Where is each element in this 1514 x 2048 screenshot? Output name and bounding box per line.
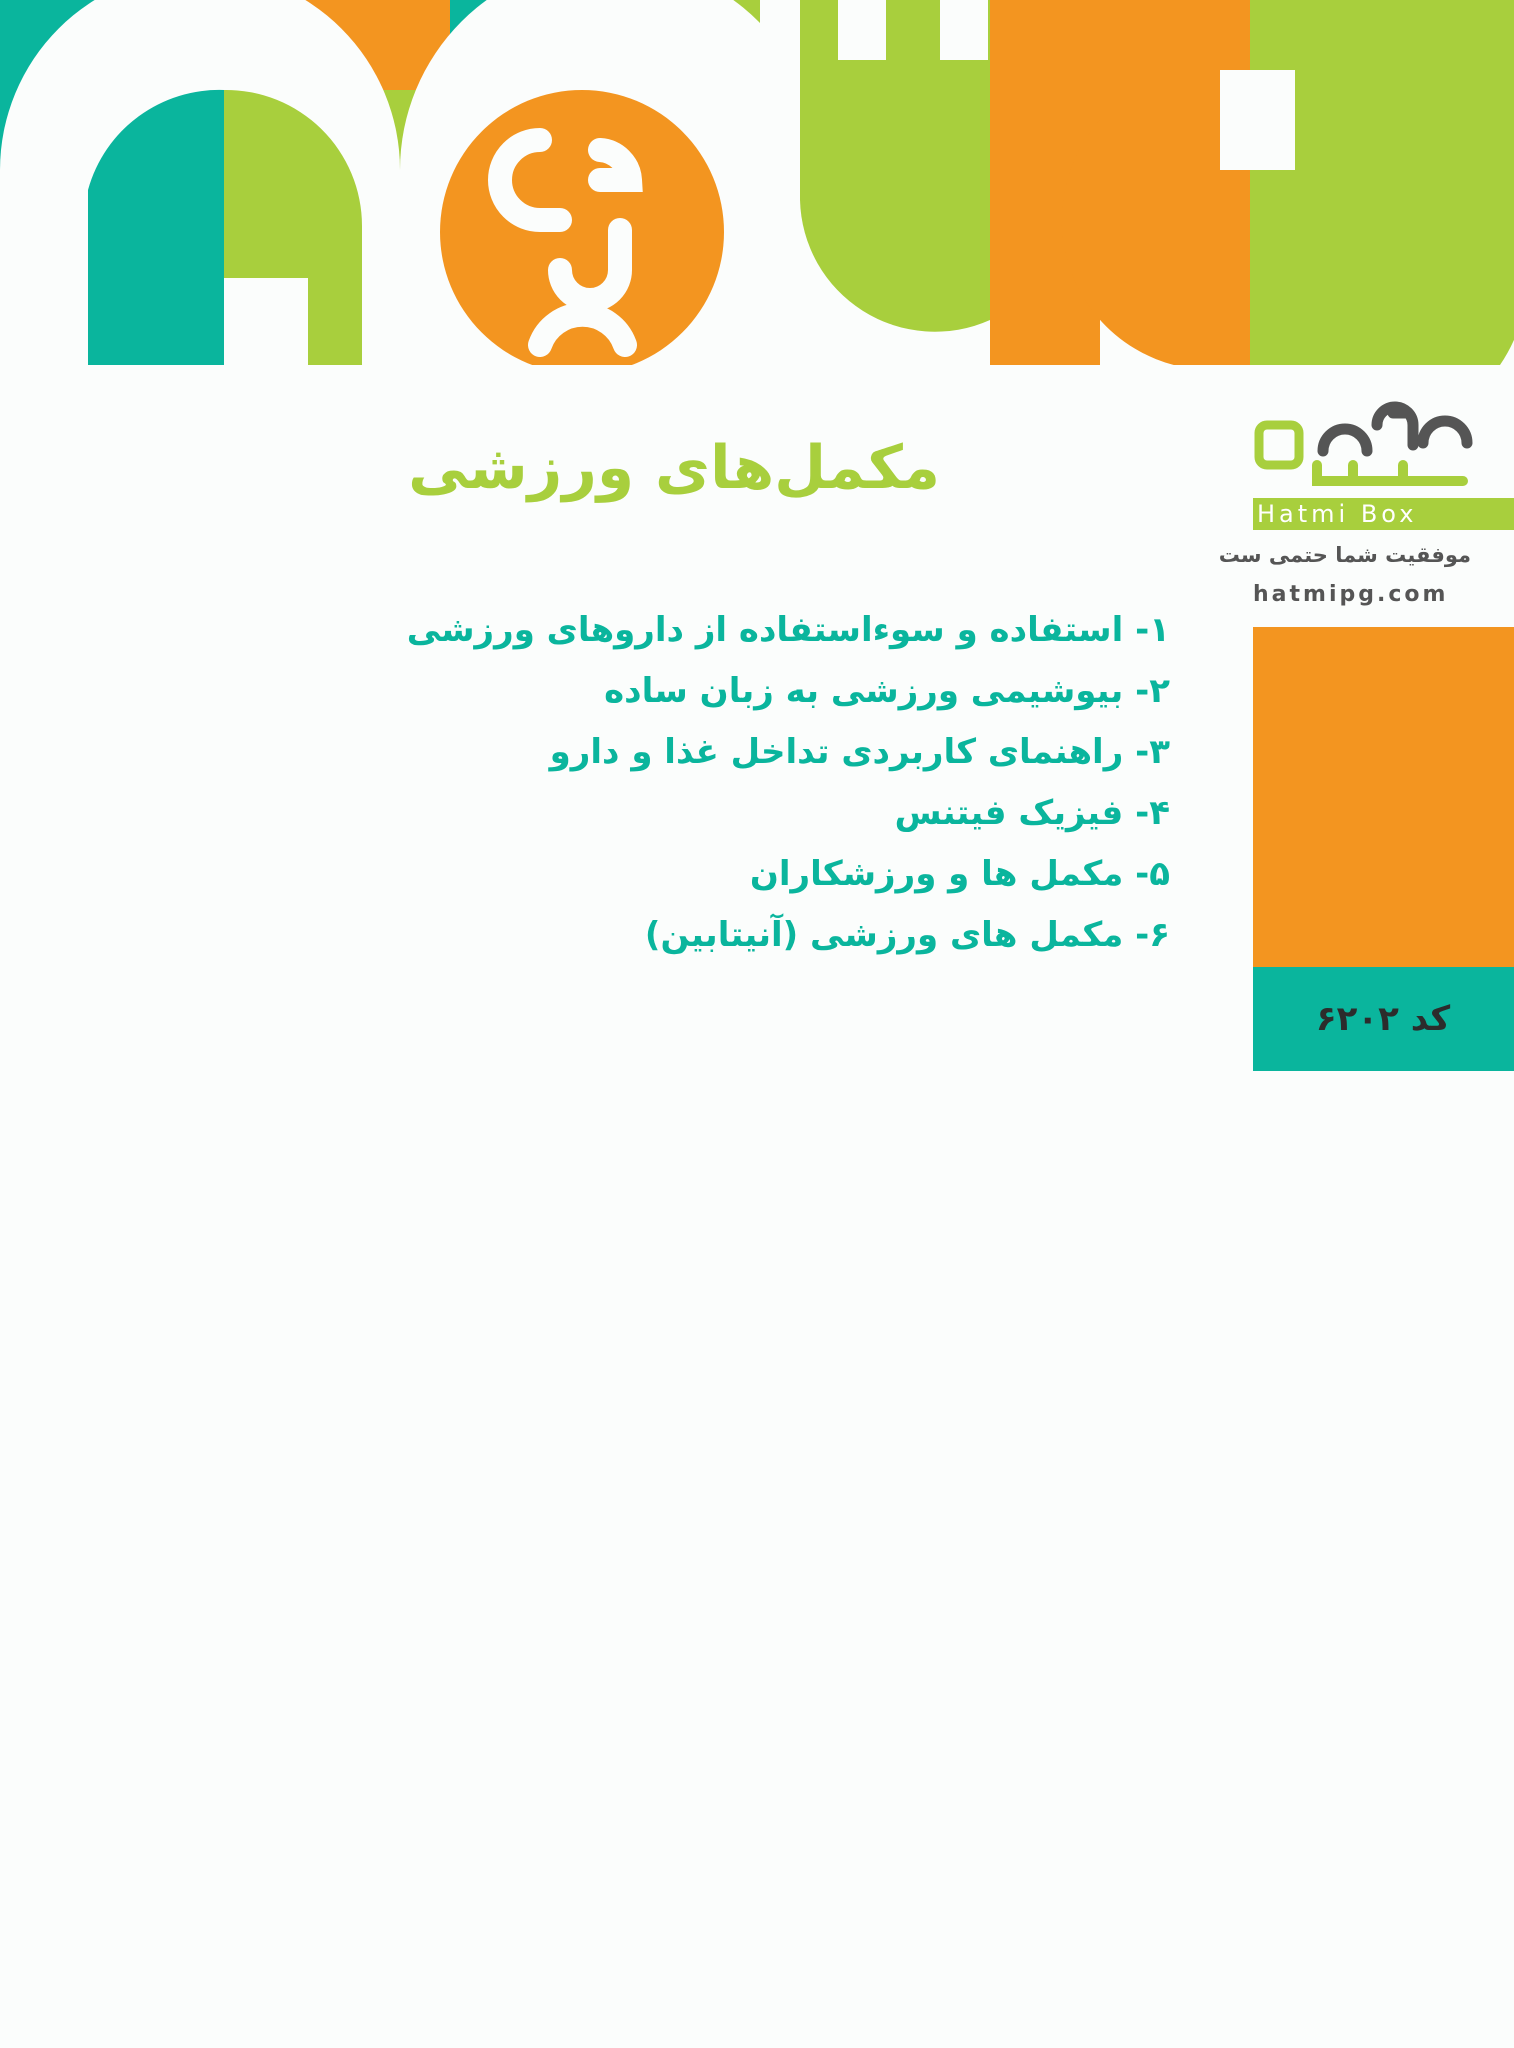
list-item: ۴- فیزیک فیتنس [894,793,1170,833]
orange-color-block [1253,627,1514,967]
list-item: ۲- بیوشیمی ورزشی به زبان ساده [604,671,1170,711]
book-list [406,600,1170,966]
product-code-block [1253,967,1514,1071]
list-item: ۵- مکمل ها و ورزشکاران [749,854,1170,894]
decorative-letter-pattern [0,0,1514,365]
page-title: مکمل‌های ورزشی [408,433,940,503]
product-code: کد ۶۲۰۲ [1315,999,1451,1039]
hatmi-box-logo-icon [1253,395,1473,495]
brand-name: Hatmi Box [1253,498,1514,530]
header-banner [0,0,1514,365]
brand-url: hatmipg.com [1253,582,1449,607]
brand-slogan: موفقیت شما حتمی ست [1218,543,1471,567]
list-item: ۳- راهنمای کاربردی تداخل غذا و دارو [549,732,1170,772]
list-item: ۱- استفاده و سوءاستفاده از داروهای ورزشی [406,610,1170,650]
list-item: ۶- مکمل های ورزشی (آنیتابین) [644,915,1170,955]
